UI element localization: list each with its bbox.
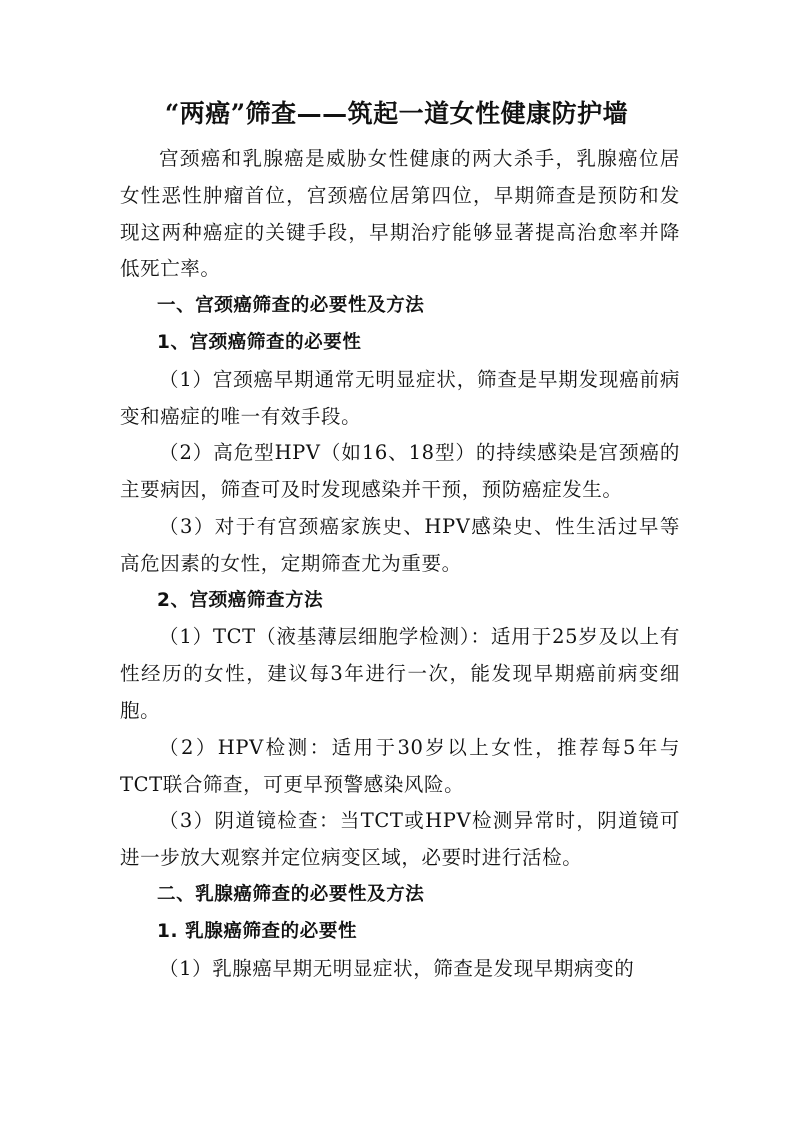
intro-paragraph: 宫颈癌和乳腺癌是威胁女性健康的两大杀手，乳腺癌位居女性恶性肿瘤首位，宫颈癌位居第四位，早期筛查是预防和发现这两种癌症的关键手段，早期治疗能够显著提高治愈率并降低死亡率。 (120, 147, 680, 281)
document-body (120, 141, 680, 987)
body-paragraph: （3）阴道镜检查：当TCT或HPV检测异常时，阴道镜可进一步放大观察并定位病变区域，必要时进行活检。 (120, 809, 680, 870)
subheading-cervical-methods: 2、宫颈癌筛查方法 (157, 589, 324, 611)
body-paragraph: （2）HPV检测：适用于30岁以上女性，推荐每5年与TCT联合筛查，可更早预警感染风险。 (120, 735, 680, 796)
section-heading-breast: 二、乳腺癌筛查的必要性及方法 (157, 883, 425, 905)
document-title: “两癌”筛查——筑起一道女性健康防护墙 (164, 99, 629, 128)
body-paragraph: （3）对于有宫颈癌家族史、HPV感染史、性生活过早等高危因素的女性，定期筛查尤为重要。 (120, 514, 680, 575)
subheading-cervical-necessity: 1、宫颈癌筛查的必要性 (157, 331, 362, 353)
body-paragraph: （1）TCT（液基薄层细胞学检测）：适用于25岁及以上有性经历的女性，建议每3年进行一次，能发现早期癌前病变细胞。 (120, 625, 680, 722)
body-paragraph: （2）高危型HPV（如16、18型）的持续感染是宫颈癌的主要病因，筛查可及时发现感染并干预，预防癌症发生。 (120, 441, 680, 502)
body-paragraph: （1）乳腺癌早期无明显症状，筛查是发现早期病变的 (159, 956, 635, 980)
section-heading-cervical: 一、宫颈癌筛查的必要性及方法 (157, 295, 425, 317)
subheading-breast-necessity: 1. 乳腺癌筛查的必要性 (157, 920, 358, 942)
body-paragraph: （1）宫颈癌早期通常无明显症状，筛查是早期发现癌前病变和癌症的唯一有效手段。 (120, 367, 680, 428)
